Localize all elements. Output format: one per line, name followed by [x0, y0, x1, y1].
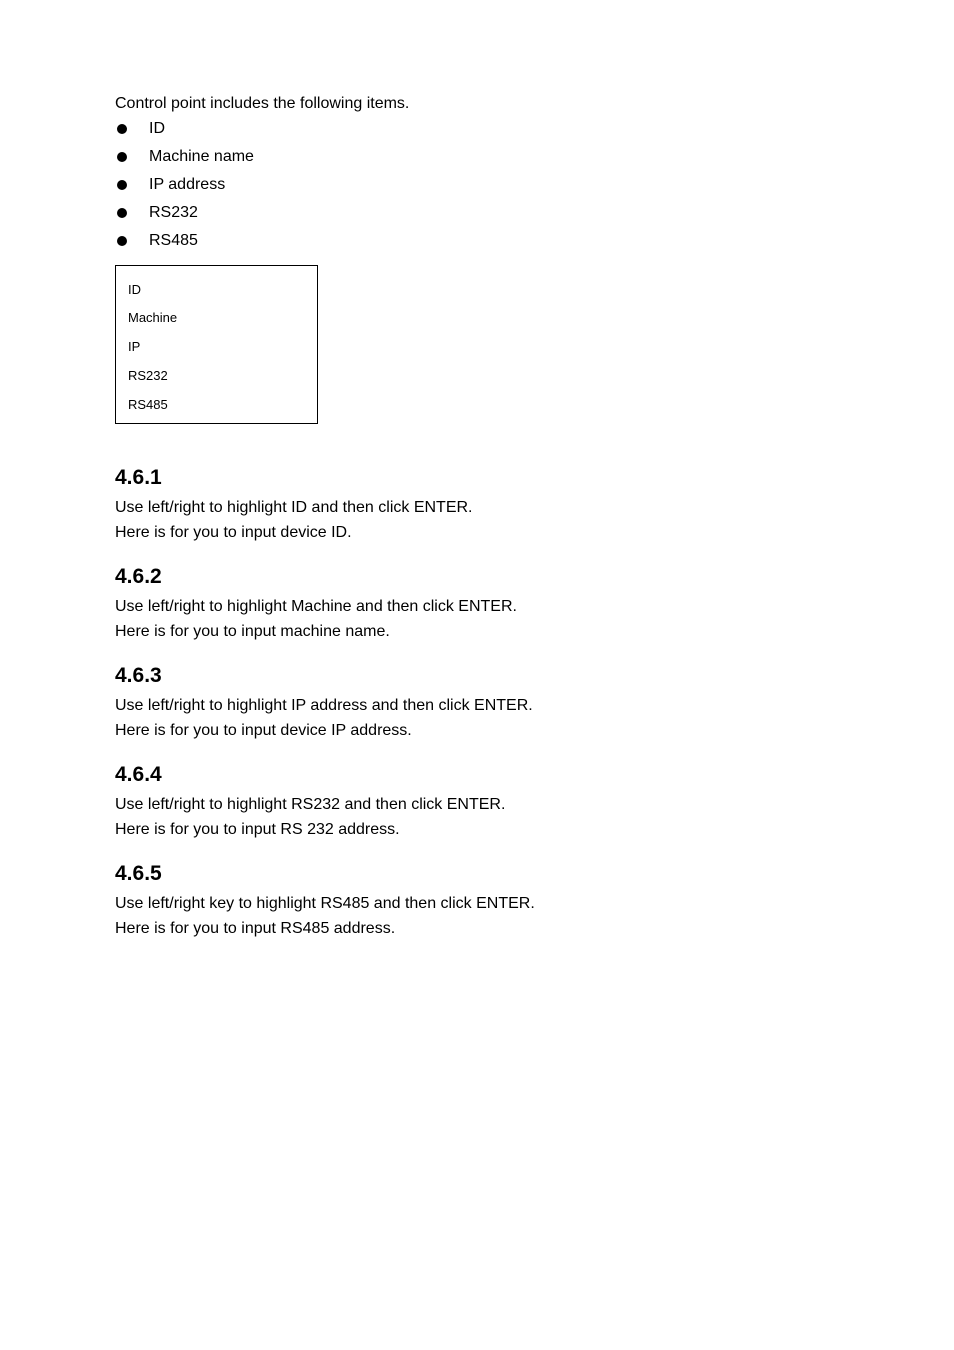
list-item-label: Machine name	[149, 148, 254, 165]
section-heading: 4.6.3	[115, 664, 162, 687]
section-4-6-3	[115, 663, 875, 743]
section-heading: 4.6.2	[115, 565, 162, 588]
section-line: Use left/right to highlight Machine and then click ENTER.	[115, 598, 517, 615]
section-line: Use left/right to highlight ID and then click ENTER.	[115, 499, 473, 516]
section-4-6-1	[115, 465, 875, 545]
section-line: Here is for you to input RS 232 address.	[115, 821, 400, 838]
bullet-icon	[117, 124, 127, 134]
section-heading: 4.6.5	[115, 862, 162, 885]
list-item	[115, 147, 875, 172]
section-4-6-4	[115, 762, 875, 842]
section-4-6-5	[115, 861, 875, 941]
bullet-icon	[117, 208, 127, 218]
section-line: Here is for you to input machine name.	[115, 623, 390, 640]
menu-item-rs232: RS232	[128, 368, 168, 383]
bullet-icon	[117, 180, 127, 190]
menu-item-machine: Machine	[128, 310, 178, 325]
list-item-label: RS485	[149, 232, 198, 249]
section-4-6-2	[115, 564, 875, 644]
list-item	[115, 175, 875, 200]
control-point-menu-box	[115, 265, 318, 424]
section-line: Use left/right to highlight IP address and then click ENTER.	[115, 697, 533, 714]
document-page	[115, 94, 875, 941]
section-line: Here is for you to input device ID.	[115, 524, 352, 541]
list-item	[115, 119, 875, 144]
menu-item-rs485: RS485	[128, 397, 168, 412]
list-item	[115, 231, 875, 256]
section-line: Here is for you to input device IP address.	[115, 722, 412, 739]
list-item-label: RS232	[149, 204, 198, 221]
intro-text: Control point includes the following items.	[115, 95, 410, 112]
menu-item-id: ID	[128, 282, 141, 297]
section-heading: 4.6.4	[115, 763, 162, 786]
list-item-label: ID	[149, 120, 165, 137]
section-line: Here is for you to input RS485 address.	[115, 920, 396, 937]
menu-item-ip: IP	[128, 339, 141, 354]
section-line: Use left/right key to highlight RS485 and then click ENTER.	[115, 895, 535, 912]
section-heading: 4.6.1	[115, 466, 162, 489]
list-item-label: IP address	[149, 176, 226, 193]
bullet-icon	[117, 236, 127, 246]
bullet-icon	[117, 152, 127, 162]
list-item	[115, 203, 875, 228]
section-line: Use left/right to highlight RS232 and then click ENTER.	[115, 796, 506, 813]
bullet-list	[115, 119, 875, 256]
